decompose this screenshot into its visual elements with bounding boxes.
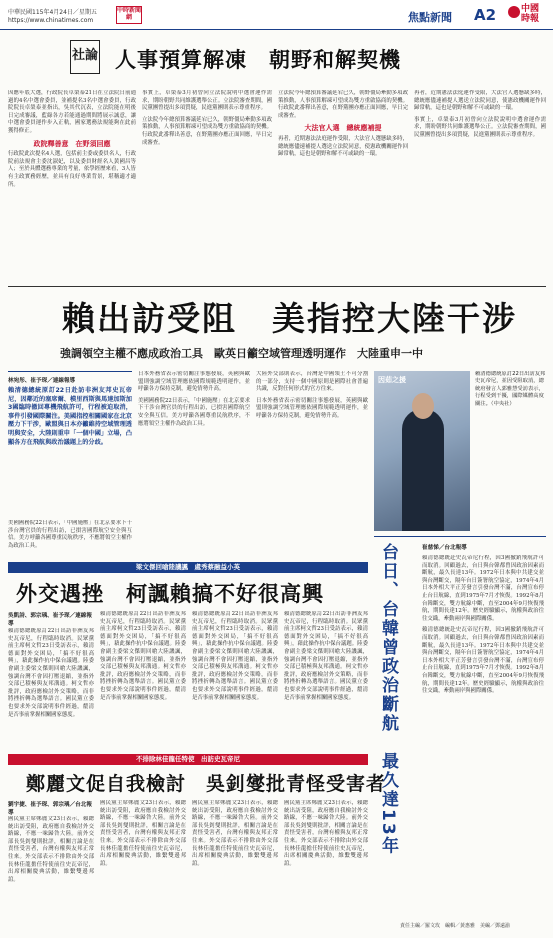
story-three-byline: 劉宇捷、崔予琛、郭宗瑀／台北報導 (8, 802, 92, 816)
date-line: 中華民國115年4月24日／星期五 (8, 9, 97, 16)
lead-deck: 強調領空主權不應成政治工具 歐英日籲空域管理透明運作 大陸重申一中 (60, 347, 423, 360)
story-three-col-1: 國民黨主席鄭麗文23日表示，賴總統出訪受阻，政府應自我檢討外交路線，不應一味歸咎大陸。前外交部長吳釗燮則批評，相關言論是在責怪受害者，台灣有權與友邦正常往來。外交部表示不排除由外交部長林佳龍擔任特使前往史瓦帝尼，出席相關慶典活動，維繫雙邊邦誼。 (8, 816, 94, 883)
editorial-col-1: 因應年底大選，行政院長卓榮泰21日在立法院日前通過的4名中選會委員，並補提名3名中選會委員，行政院院長卓榮泰並指出，吳其代沉表，立法院能在明後日完成審議，藍綠各方若能通過期間將展示誠意，讓中選會委員運作步入正軌，國家選務法規能夠在此前獲得修正。 政院釋善意 在野須回應 行政院此次提名4人選，包括前主委或委員名人，行政院前法規會主委沈淑妃，以及委員財經名人黃國昌等人；至於具體選務專業的考量，依學經歷來看，3人皆有主政實務經歷，並具有良好專業背景，堪稱適才適所。 (8, 90, 136, 188)
editorial-subhead-2: 大法官人選 總統應補提 (304, 123, 382, 133)
story-two-headline: 外交遇挫 柯諷賴搞不好很高興 (16, 582, 324, 606)
speaker-figure (402, 409, 444, 531)
page-number: A2 (474, 6, 497, 24)
story-three-col-4: 國民黨主席鄭麗文23日表示，賴總統出訪受阻，政府應自我檢討外交路線，不應一味歸咎大陸。前外交部長吳釗燮則批評，相關言論是在責怪受害者，台灣有權與友邦正常往來。外交部表示不排除由外交部長林佳龍擔任特使前往史瓦帝尼，出席相關慶典活動，維繫雙邊邦誼。 (284, 800, 368, 867)
story-three-col-3: 國民黨主席鄭麗文23日表示，賴總統出訪受阻，政府應自我檢討外交路線，不應一味歸咎大陸。前外交部長吳釗燮則批評，相關言論是在責怪受害者，台灣有權與友邦正常往來。外交部表示不排除由外交部長林佳龍擔任特使前往史瓦帝尼，出席相關慶典活動，維繫雙邊邦誼。 (192, 800, 278, 867)
story-three-kicker: 不排除林佳龍任特使 出訪史瓦帝尼 (8, 754, 368, 765)
editorial-subhead-1: 政院釋善意 在野須回應 (33, 138, 111, 148)
editorial-col-3: 立法院今年總預算審議延宕已久，朝野僵局牽動多項政策推動，人事預算解凍可望成為雙方重啟協商的契機。行政院此番釋出善意，在野黨團亦應正面回應，早日完成審查。 大法官人選 總統應補提 再者，近期憲法法庭運作受限，大法官人選懸缺多時，總統應儘速補提人選送立法院同意，使憲政機關運作回歸常軌，這也是朝野和解不可或缺的一環。 (278, 90, 408, 158)
editorial-badge: 社論 (70, 40, 100, 74)
section-title: 焦點新聞 (408, 11, 452, 24)
photo-credit: 因茹之援 (378, 376, 406, 384)
speaker-head (412, 393, 434, 419)
story-two-col-1: 賴清德總統原訂22日出訪非洲友邦史瓦帝尼，行程臨時取消。民眾黨前主席柯文哲23日受訪表示，賴清德面對外交困局，「搞不好很高興」，藉此操作抗中保台議題。陸委會副主委梁文傑則回嗆大陸譏諷，強調台灣不會因打壓退縮，並指外交部已積極與友邦溝通。柯文哲亦批評，政府應檢討外交策略，而非將挫折轉為選舉語言。國民黨立委也要求外交部說明事件經過，釐清是否事前掌握相關國家態度。 (8, 628, 94, 718)
story-two-col-4: 賴清德總統原訂22日出訪非洲友邦史瓦帝尼，行程臨時取消。民眾黨前主席柯文哲23日受訪表示，賴清德面對外交困局，「搞不好很高興」，藉此操作抗中保台議題。陸委會副主委梁文傑則回嗆大陸譏諷，強調台灣不會因打壓退縮，並指外交部已積極與友邦溝通。柯文哲亦批評，政府應檢討外交策略，而非將挫折轉為選舉語言。國民黨立委也要求外交部說明事件經過，釐清是否事前掌握相關國家態度。 (284, 611, 368, 701)
sidebar-body: 賴清德總統赴史瓦帝尼行程，因3國撤銷飛航許可而取消。回顧過去，台日與台韓都曾因政治因素而斷航，最久長達13年。1972年日本與中共建交並與台灣斷交，隔年台日簽署航空協定，1974年4月日本外相大平正芳發言引發台灣不滿，台灣宣布停止台日航線，直到1975年7月才恢復。1992年8月台韓斷交，雙方航線中斷，直至2004年9月恢復飛航，期間長達12年。歷史經驗顯示，航權與政治往往交織，牽動兩岸與國際關係。 賴清德總統赴史瓦帝尼行程，因3國撤銷飛航許可而取消。回顧過去，台日與台韓都曾因政治因素而斷航，最久長達13年。1972年日本與中共建交並與台灣斷交，隔年台日簽署航空協定，1974年4月日本外相大平正芳發言引發台灣不滿，台灣宣布停止台日航線，直到1975年7月才恢復。1992年8月台韓斷交，雙方航線中斷，直至2004年9月恢復飛航，期間長達12年。歷史經驗顯示，航權與政治往往交織，牽動兩岸與國際關係。 (422, 555, 544, 695)
lead-col-4: 大陸外交部則表示，台灣是中國領土不可分割的一部分，支持一個中國原則是國際社會普遍共識，反對任何形式的官方往來。 日本外務省表示密切關注事態發展，英國與歐盟則強調空域管理應依國際規範透明運作，並呼籲各方保持克制，避免情勢升高。 (256, 371, 368, 419)
story-two-byline: 吳凱詩、郭宗瑀、崔予琛／連線報導 (8, 613, 92, 627)
editorial-title: 人事預算解凍 朝野和解契機 (115, 48, 401, 72)
sidebar-vertical-title: 台日、台韓曾政治斷航 最久達13年 (378, 543, 398, 856)
story-two-col-2: 賴清德總統原訂22日出訪非洲友邦史瓦帝尼，行程臨時取消。民眾黨前主席柯文哲23日受訪表示，賴清德面對外交困局，「搞不好很高興」，藉此操作抗中保台議題。陸委會副主委梁文傑則回嗆大陸譏諷，強調台灣不會因打壓退縮，並指外交部已積極與友邦溝通。柯文哲亦批評，政府應檢討外交策略，而非將挫折轉為選舉語言。國民黨立委也要求外交部說明事件經過，釐清是否事前掌握相關國家態度。 (100, 611, 186, 701)
lead-photo (374, 371, 470, 531)
sidebar-box (374, 536, 546, 916)
lead-photo-caption: 賴清德總統原訂22日出訪友邦史瓦帝尼，並因受阻取消，總統府發言人郭雅慧受訪表示，行程受到干擾，國際媒體高度關注。（中央社） (475, 371, 546, 407)
editorial-col-2: 事實上，卓榮泰3月初曾向立法院說明中選會運作需求，期盼朝野共同維護選舉公正。立法院審查期間，國民黨團曾提出多項質疑，民進黨團則表示尊重程序。 立法院今年總預算審議延宕已久，朝野僵局牽動多項政策推動，人事預算解凍可望成為雙方重啟協商的契機。行政院此番釋出善意，在野黨團亦應正面回應，早日完成審查。 (142, 90, 272, 146)
brand-logo (508, 2, 548, 28)
lead-col-2: 美國國務院22日表示，「中國施壓」在北京要求下干涉台灣官員的行程出訪，已損害國際航空安全與互信。美方呼籲各國尊重民航秩序，不應將領空主權作為政治工具。 (8, 520, 132, 549)
story-three-headline: 鄭麗文促自我檢討 吳釗燮批青怪受害者 (26, 773, 387, 795)
story-two-col-3: 賴清德總統原訂22日出訪非洲友邦史瓦帝尼，行程臨時取消。民眾黨前主席柯文哲23日受訪表示，賴清德面對外交困局，「搞不好很高興」，藉此操作抗中保台議題。陸委會副主委梁文傑則回嗆大陸譏諷，強調台灣不會因打壓退縮，並指外交部已積極與友邦溝通。柯文哲亦批評，政府應檢討外交策略，而非將挫折轉為選舉語言。國民黨立委也要求外交部說明事件經過，釐清是否事前掌握相關國家態度。 (192, 611, 278, 701)
brand-name: 中國時報 (521, 4, 540, 24)
lead-col-3: 日本外務省表示密切關注事態發展，英國與歐盟則強調空域管理應依國際規範透明運作，並呼籲各方保持克制，避免情勢升高。 美國國務院22日表示，「中國施壓」在北京要求下干涉台灣官員的行程出訪，已損害國際航空安全與互信。美方呼籲各國尊重民航秩序，不應將領空主權作為政治工具。 (138, 371, 250, 427)
lead-headline: 賴出訪受阻 美指控大陸干涉 (62, 299, 517, 338)
page-header (0, 0, 553, 30)
lead-summary: 賴清德總統原訂22日赴訪非洲友邦史瓦帝尼，因鄰近的塞席爾、模里西斯與馬達加斯加3國臨時撤回專機飛航許可，行程被迫取消，事件引發國際關注。美國指控相關國家在北京壓力下干涉，歐盟與日本亦籲維持空域管理透明與安全，大陸則重申「一個中國」立場，凸顯各方在飛航與政治議題上的分歧。 (8, 387, 132, 446)
brand-mark-icon (508, 6, 520, 18)
story-three-col-2: 國民黨主席鄭麗文23日表示，賴總統出訪受阻，政府應自我檢討外交路線，不應一味歸咎大陸。前外交部長吳釗燮則批評，相關言論是在責怪受害者，台灣有權與友邦正常往來。外交部表示不排除由外交部長林佳龍擔任特使前往史瓦帝尼，出席相關慶典活動，維繫雙邊邦誼。 (100, 800, 186, 867)
editor-credit: 責任主編／羅文玫 編輯／黃惠雅 美編／鄧遠渝 (400, 923, 511, 929)
story-two-kicker: 梁文傑回嗆陸譏諷 處秀蔡融益小英 (8, 562, 368, 573)
sidebar-byline: 崔慈悌／台北報導 (422, 545, 467, 551)
lead-byline: 林宛彤、崔予琛／連線報導 (8, 378, 76, 384)
website-link[interactable]: https://www.chinatimes.com (8, 17, 94, 24)
chinatimes-news-logo: 中時新聞網 (116, 6, 142, 24)
editorial-col-4: 再者，近期憲法法庭運作受限，大法官人選懸缺多時，總統應儘速補提人選送立法院同意，使憲政機關運作回歸常軌，這也是朝野和解不可或缺的一環。 事實上，卓榮泰3月初曾向立法院說明中選會運作需求，期盼朝野共同維護選舉公正。立法院審查期間，國民黨團曾提出多項質疑，民進黨團則表示尊重程序。 (414, 90, 546, 138)
divider (8, 286, 546, 287)
